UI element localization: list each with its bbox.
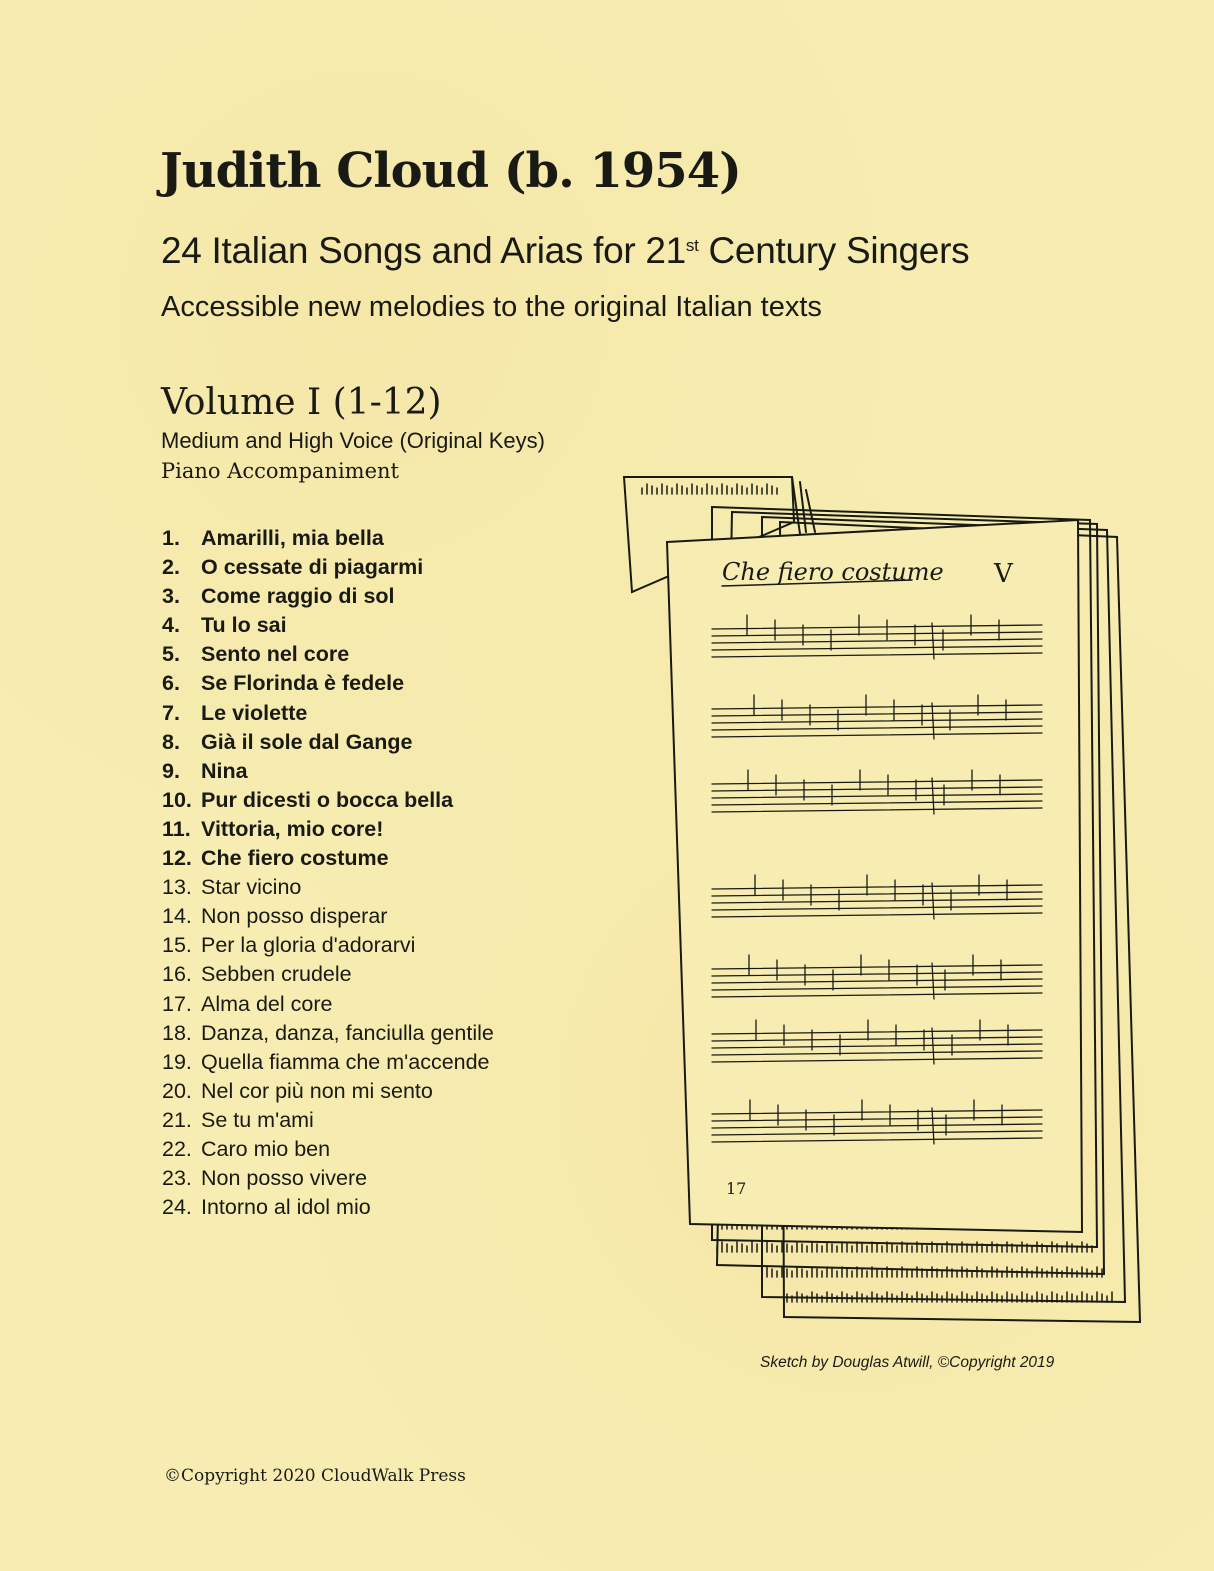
song-number: 6. xyxy=(162,671,180,696)
page-number: 17 xyxy=(726,1179,747,1198)
song-item xyxy=(162,844,494,873)
song-item xyxy=(162,873,494,902)
subtitle-superscript: st xyxy=(685,236,699,255)
song-item xyxy=(162,524,494,553)
song-title: Come raggio di sol xyxy=(201,584,395,609)
song-number: 10. xyxy=(162,787,192,812)
song-title: Se tu m'ami xyxy=(201,1107,314,1132)
song-title: Nina xyxy=(201,758,248,783)
song-item xyxy=(162,611,494,640)
music-score-sketch xyxy=(612,462,1147,1342)
song-item xyxy=(162,582,494,611)
song-item xyxy=(162,1019,494,1048)
song-item xyxy=(162,1164,494,1193)
song-number: 7. xyxy=(162,700,180,725)
song-item xyxy=(162,990,494,1019)
volume-title: Volume I (1-12) xyxy=(161,382,442,423)
song-number: 4. xyxy=(162,613,180,638)
song-item xyxy=(162,1193,494,1222)
song-item xyxy=(162,1135,494,1164)
song-item xyxy=(162,786,494,815)
song-number: 23. xyxy=(162,1166,192,1191)
handwritten-title: Che fiero costume xyxy=(722,558,944,586)
song-title: Danza, danza, fanciulla gentile xyxy=(201,1020,494,1045)
song-title: Intorno al idol mio xyxy=(201,1195,371,1220)
song-title: Amarilli, mia bella xyxy=(201,526,384,550)
song-number: 18. xyxy=(162,1020,192,1045)
song-title: Sebben crudele xyxy=(201,962,352,987)
song-number: 19. xyxy=(162,1049,192,1074)
song-title: Le violette xyxy=(201,700,308,725)
song-number: 24. xyxy=(162,1195,192,1220)
song-number: 9. xyxy=(162,758,180,783)
song-title: Caro mio ben xyxy=(201,1136,331,1161)
song-number: 22. xyxy=(162,1136,192,1161)
song-title: Quella fiamma che m'accende xyxy=(201,1049,490,1074)
subtitle-main: 24 Italian Songs and Arias for 21 xyxy=(161,230,686,271)
song-number: 15. xyxy=(162,933,192,958)
song-item xyxy=(162,699,494,728)
svg-text:V: V xyxy=(994,559,1013,589)
song-number: 11. xyxy=(162,816,191,841)
song-item xyxy=(162,1077,494,1106)
song-number: 16. xyxy=(162,962,192,987)
song-title: Vittoria, mio core! xyxy=(201,816,384,841)
song-title: Pur dicesti o bocca bella xyxy=(201,787,454,812)
song-item xyxy=(162,553,494,582)
song-title: Se Florinda è fedele xyxy=(201,671,405,696)
subtitle-end: Century Singers xyxy=(698,230,970,271)
copyright: ©Copyright 2020 CloudWalk Press xyxy=(164,1466,466,1486)
song-number: 20. xyxy=(162,1078,192,1103)
song-title: Già il sole dal Gange xyxy=(201,729,413,754)
song-item xyxy=(162,960,494,989)
song-title: Nel cor più non mi sento xyxy=(201,1078,433,1103)
song-item xyxy=(162,669,494,698)
collection-subtitle xyxy=(161,230,969,272)
song-number: 13. xyxy=(162,875,192,900)
song-item xyxy=(162,902,494,931)
edge-ticks xyxy=(642,484,777,494)
song-number: 1. xyxy=(162,526,180,550)
song-title: Star vicino xyxy=(201,875,302,900)
song-number: 5. xyxy=(162,642,180,667)
song-title: Per la gloria d'adorarvi xyxy=(201,933,416,958)
tagline: Accessible new melodies to the original Italian texts xyxy=(161,291,822,323)
song-item xyxy=(162,728,494,757)
song-item xyxy=(162,640,494,669)
song-title: O cessate di piagarmi xyxy=(201,555,424,580)
song-item xyxy=(162,931,494,960)
song-item xyxy=(162,1048,494,1077)
song-title: Che fiero costume xyxy=(201,846,389,871)
song-title: Non posso vivere xyxy=(201,1166,368,1191)
song-number: 12. xyxy=(162,846,192,871)
song-title: Alma del core xyxy=(201,991,333,1016)
composer-title: Judith Cloud (b. 1954) xyxy=(160,143,741,199)
voice-type: Medium and High Voice (Original Keys) xyxy=(161,428,545,453)
song-item xyxy=(162,815,494,844)
song-number: 14. xyxy=(162,904,192,929)
song-number: 8. xyxy=(162,729,180,754)
song-number: 2. xyxy=(162,555,180,580)
song-title: Tu lo sai xyxy=(201,613,287,638)
song-list xyxy=(162,524,494,1222)
accompaniment: Piano Accompaniment xyxy=(161,459,399,483)
song-item xyxy=(162,1106,494,1135)
song-title: Sento nel core xyxy=(201,642,350,667)
song-number: 3. xyxy=(162,584,180,609)
song-item xyxy=(162,757,494,786)
song-title: Non posso disperar xyxy=(201,904,388,929)
sketch-credit: Sketch by Douglas Atwill, ©Copyright 2019 xyxy=(760,1354,1055,1371)
song-number: 17. xyxy=(162,991,192,1016)
song-number: 21. xyxy=(162,1107,192,1132)
